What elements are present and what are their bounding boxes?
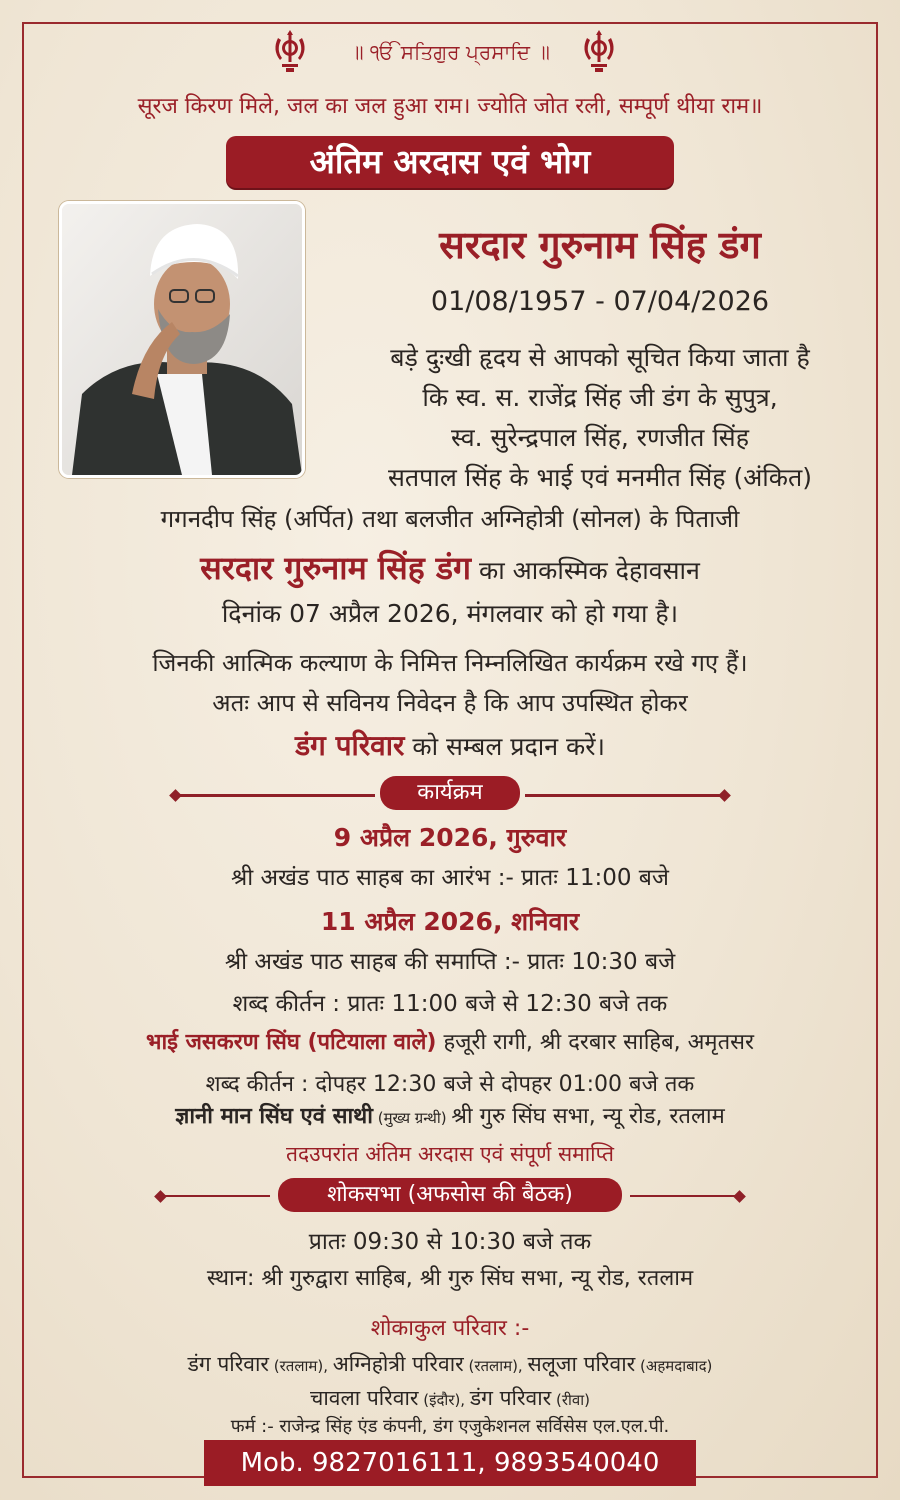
program-day2-date: 11 अप्रैल 2026, शनिवार [320, 907, 580, 936]
program-label: कार्यक्रम [380, 776, 520, 810]
divider-right [525, 794, 725, 797]
message-line: दिनांक 07 अप्रैल 2026, मंगलवार को हो गया है। [221, 599, 679, 628]
message-line: सरदार गुरुनाम सिंह डंग का आकस्मिक देहावसान [200, 549, 700, 587]
divider-left [160, 1195, 270, 1197]
deceased-name-inline: सरदार गुरुनाम सिंह डंग [200, 549, 472, 587]
condolence-label: शोकसभा (अफसोस की बैठक) [278, 1178, 622, 1212]
condolence-venue: स्थान: श्री गुरुद्वारा साहिब, श्री गुरु सिंघ सभा, न्यू रोड, रतलाम [206, 1266, 694, 1291]
message-line: गगनदीप सिंह (अर्पित) तथा बलजीत अग्निहोत्री (सोनल) के पिताजी [160, 505, 740, 533]
life-dates: 01/08/1957 - 07/04/2026 [430, 286, 770, 317]
message-line: कि स्व. स. राजेंद्र सिंह जी डंग के सुपुत्र, [422, 383, 778, 412]
raagi-line: भाई जसकरण सिंघ (पटियाला वाले) हजूरी रागी, श्री दरबार साहिब, अमृतसर [145, 1030, 754, 1055]
family-line: डंग परिवार (रतलाम), अग्निहोत्री परिवार (रतलाम), सलूजा परिवार (अहमदाबाद) [187, 1352, 713, 1376]
firm-line: फर्म :- राजेन्द्र सिंह एंड कंपनी, डंग एजुकेशनल सर्विसेस एल.एल.पी. [230, 1416, 670, 1437]
title-banner: अंतिम अरदास एवं भोग [226, 136, 674, 188]
message-line: अतः आप से सविनय निवेदन है कि आप उपस्थित होकर [212, 689, 688, 717]
family-name-inline: डंग परिवार [295, 729, 405, 762]
divider-left [175, 794, 375, 797]
raagi-name: भाई जसकरण सिंघ (पटियाला वाले) [145, 1030, 437, 1055]
message-line: स्व. सुरेन्द्रपाल सिंह, रणजीत सिंह [451, 423, 749, 452]
gyani-name: ज्ञानी मान सिंघ एवं साथी [175, 1104, 373, 1129]
kirtan-morning: शब्द कीर्तन : प्रातः 11:00 बजे से 12:30 बजे तक [232, 991, 668, 1017]
mool-mantra: ॥ ੴ ਸਤਿਗੁਰ ਪ੍ਰਸਾਦਿ ॥ [350, 40, 550, 64]
kirtan-afternoon: शब्द कीर्तन : दोपहर 12:30 बजे से दोपहर 01:00 बजे तक [205, 1072, 695, 1097]
program-day2-event: श्री अखंड पाठ साहब की समाप्ति :- प्रातः 10:30 बजे [224, 949, 676, 975]
mobile-bar: Mob. 9827016111, 9893540040 [204, 1440, 696, 1486]
closing-line: तदउपरांत अंतिम अरदास एवं संपूर्ण समाप्ति [285, 1142, 615, 1166]
family-line: चावला परिवार (इंदौर), डंग परिवार (रीवा) [310, 1386, 590, 1410]
message-line: बड़े दुःखी हृदय से आपको सूचित किया जाता है [390, 343, 810, 372]
program-day1-event: श्री अखंड पाठ साहब का आरंभ :- प्रातः 11:00 बजे [231, 865, 669, 891]
condolence-time: प्रातः 09:30 से 10:30 बजे तक [308, 1229, 592, 1255]
deceased-name-heading: सरदार गुरुनाम सिंह डंग [439, 223, 761, 267]
message-line: सतपाल सिंह के भाई एवं मनमीत सिंह (अंकित) [388, 463, 812, 492]
message-line: डंग परिवार को सम्बल प्रदान करें। [295, 729, 605, 762]
program-day1-date: 9 अप्रैल 2026, गुरुवार [333, 823, 567, 852]
gyani-line: ज्ञानी मान सिंघ एवं साथी (मुख्य ग्रन्थी) श्री गुरु सिंघ सभा, न्यू रोड, रतलाम [175, 1104, 725, 1129]
portrait-photo [59, 201, 305, 478]
divider-right [630, 1195, 740, 1197]
couplet: सूरज किरण मिले, जल का जल हुआ राम। ज्योति जोत रली, सम्पूर्ण थीया राम॥ [137, 94, 763, 119]
family-label: शोकाकुल परिवार :- [370, 1316, 530, 1341]
message-line: जिनकी आत्मिक कल्याण के निमित्त निम्नलिखित कार्यक्रम रखे गए हैं। [152, 649, 748, 677]
